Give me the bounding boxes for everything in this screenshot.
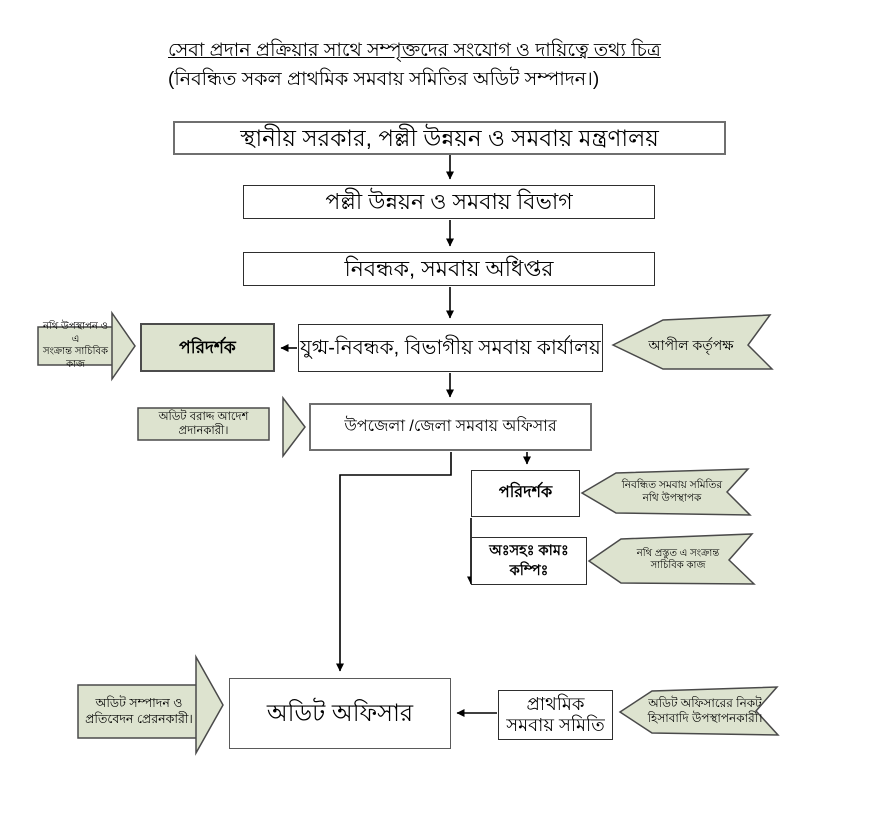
secretarial-top-line2: সংক্রান্ত সাচিবিক কাজ (42, 346, 109, 370)
diagram-title (168, 36, 661, 94)
doc-prep-line1: নথি প্রস্তুত এ সংক্রান্ত (636, 547, 720, 559)
accounts-arrow-label (640, 693, 770, 729)
audit-report-line2: প্রতিবেদন প্রেরনকারী। (85, 711, 193, 726)
box-registrar: নিবন্ধক, সমবায় অধিপ্তর (243, 252, 655, 286)
box-primary-society (498, 690, 613, 740)
box-primary-society-line2: সমবায় সমিতি (506, 715, 605, 735)
box-division: পল্লী উন্নয়ন ও সমবায় বিভাগ (243, 185, 655, 219)
box-ministry: স্থানীয় সরকার, পল্লী উন্নয়ন ও সমবায় মন্ত্রণালয় (173, 121, 726, 155)
box-inspector-district: পরিদর্শক (471, 470, 580, 517)
diagram-title-line2: (নিবন্ধিত সকল প্রাথমিক সমবায় সমিতির অডিট সম্পাদন।) (168, 69, 600, 90)
accounts-line2: হিসাবাদি উপস্থাপনকারী। (647, 711, 763, 725)
doc-prep-line2: সাচিবিক কাজ (650, 560, 706, 571)
box-upazila-officer: উপজেলা /জেলা সমবায় অফিসার (309, 403, 592, 451)
box-assistant-line1: অঃসহঃ কামঃ (489, 542, 569, 559)
registered-docs-line1: নিবন্ধিত সমবায় সমিতির (621, 478, 723, 491)
secretarial-top-line1: নথি উপস্থাপন ও এ (42, 321, 109, 345)
accounts-line1: অডিট অফিসারের নিকট (648, 696, 762, 710)
doc-prep-arrow-label (614, 544, 742, 576)
box-audit-officer: অডিট অফিসার (229, 678, 451, 749)
appeal-arrow-label: আপীল কর্তৃপক্ষ (648, 337, 734, 354)
box-inspector-divisional: পরিদর্শক (140, 323, 275, 372)
audit-report-line1: অডিট সম্পাদন ও (95, 695, 183, 710)
box-assistant (471, 537, 587, 585)
diagram-title-line1: সেবা প্রদান প্রক্রিয়ার সাথে সম্পৃক্তদের সংযোগ ও দায়িত্বে তথ্য চিত্র (168, 40, 661, 61)
registered-docs-line2: নথি উপস্থাপক (642, 492, 702, 504)
box-assistant-line2: কম্পিঃ (509, 563, 549, 579)
audit-order-callout-label: অডিট বরাদ্দ আদেশ প্রদানকারী। (158, 410, 249, 437)
secretarial-top-callout-label (38, 321, 113, 370)
registered-docs-arrow-label (608, 475, 736, 509)
audit-report-callout-label (78, 685, 200, 738)
box-primary-society-line1: প্রাথমিক (526, 694, 585, 715)
connector-upazila-auditofficer (340, 452, 451, 671)
box-joint-registrar: যুগ্ম-নিবন্ধক, বিভাগীয় সমবায় কার্যালয় (298, 324, 603, 372)
